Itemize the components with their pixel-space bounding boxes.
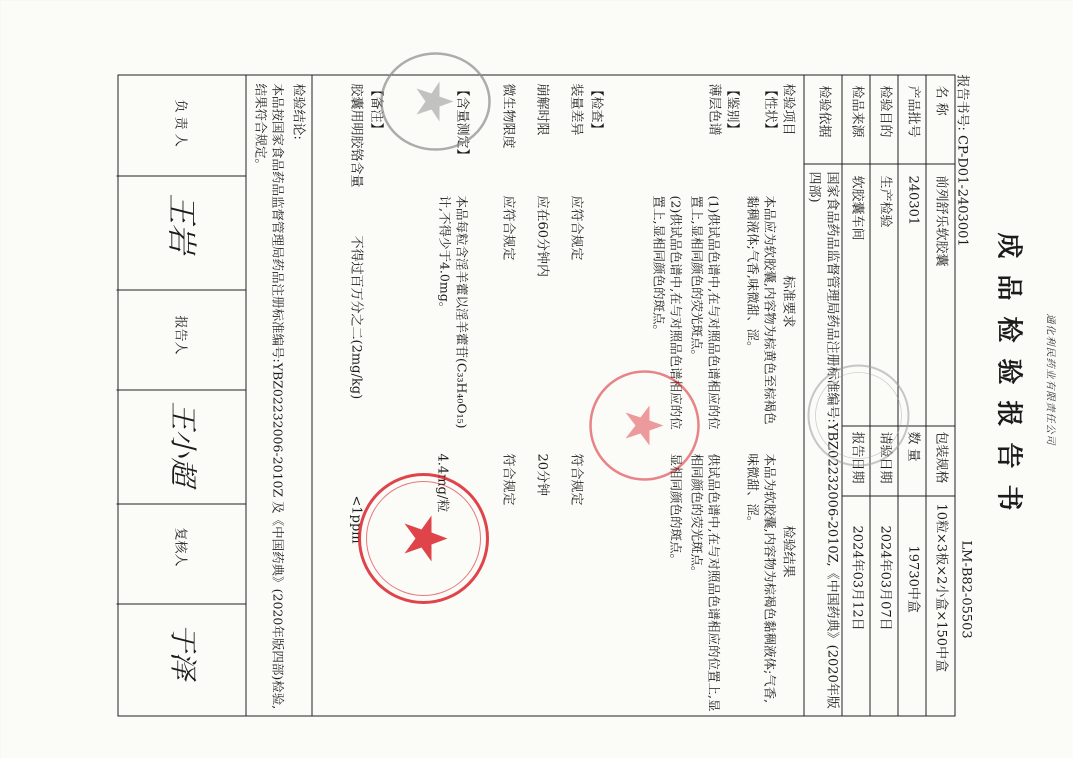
section-assay: 【含量测定】 — [454, 83, 469, 162]
report-number: 报告书号: CP-D01-2403001 — [954, 74, 969, 247]
name-label: 名 称 — [933, 85, 948, 116]
name-value: 前列舒乐软胶囊 — [933, 175, 948, 267]
qc-seal — [353, 468, 493, 608]
spec-label: 包装规格 — [933, 431, 948, 484]
batch-label: 产品批号 — [905, 85, 920, 138]
tlc-label: 薄层色谱 — [706, 83, 721, 136]
disintegration-label: 崩解时限 — [534, 83, 549, 136]
disintegration-result: 20分钟 — [534, 453, 549, 496]
tlc2-standard: (2)供试品色谱中,在与对照品色谱相应的位置上,显相同颜色的斑点。 — [651, 195, 683, 430]
assay-standard: 本品每粒含淫羊藿以淫羊藿苷(C₃₃H₄₀O₁₅)计,不得少于4.0mg。 — [437, 195, 469, 429]
form-code: LM-B82-05503 — [958, 540, 973, 639]
qty-value: 19730中盒 — [905, 545, 920, 613]
col-item: 检验项目 — [780, 83, 795, 136]
fill-label: 装量差异 — [568, 83, 583, 136]
company-seal-bottom — [375, 46, 495, 156]
assay-result: 4.4mg/粒 — [434, 453, 449, 512]
microbial-result: 符合规定 — [500, 453, 515, 506]
purpose-value: 生产检验 — [877, 175, 892, 228]
chromium-result: <1ppm — [348, 495, 363, 544]
col-result: 检验结果 — [780, 525, 795, 578]
tlc1-standard: (1)供试品色谱中,在与对照品色谱相应的位置上,显相同颜色的荧光斑点。 — [689, 195, 721, 430]
section-note: 【备注】 — [368, 83, 383, 136]
conclusion-text: 本品按国家食品药品监督管理局药品注册标准编号:YBZ02232006-2010Z 及《中国药典》(2020年版四部)检验,结果符合规定。 — [253, 83, 285, 709]
tlc1-result: 供试品色谱中,在与对照品色谱相应的位置上,显相同颜色的荧光斑点。 — [689, 453, 721, 711]
section-check: 【检查】 — [588, 83, 603, 136]
microbial-standard: 应符合规定 — [500, 195, 515, 261]
tlc2-result: 显相同颜色的斑点。 — [668, 453, 683, 566]
basis-label: 检验依据 — [816, 85, 831, 138]
reviewer-signature: 于泽 — [166, 623, 199, 680]
section-traits: 【性状】 — [762, 83, 777, 136]
chromium-label: 胶囊用明胶铬含量 — [348, 83, 363, 188]
conclusion-label: 检验结论: — [290, 83, 305, 140]
spec-value: 10粒×3板×2小盒×150中盒 — [933, 503, 948, 672]
company-name: 通化利民药业有限责任公司 — [1044, 313, 1055, 445]
purpose-label: 检验目的 — [877, 85, 892, 138]
batch-value: 240301 — [905, 175, 920, 225]
source-label: 检品来源 — [849, 85, 864, 138]
traits-standard: 本品应为软胶囊,内容物为棕黄色至棕褐色黏稠液体;气香,味微甜、涩。 — [745, 195, 777, 424]
source-value: 软胶囊车间 — [849, 175, 864, 241]
report-date-label: 报告日期 — [849, 431, 864, 484]
responsible-label: 负 责 人 — [172, 99, 187, 147]
fill-standard: 应符合规定 — [568, 195, 583, 261]
report-date-value: 2024年03月12日 — [849, 525, 864, 631]
disintegration-standard: 应在60分钟内 — [534, 195, 549, 277]
reporter-signature: 王小超 — [166, 401, 199, 486]
basis-value: 国家食品药品监督管理局药品注册标准编号:YBZ02232006-2010Z,《中国药典》(2020年版四部) — [806, 171, 839, 709]
qty-label: 数 量 — [905, 431, 920, 462]
company-seal-faint — [803, 360, 913, 470]
fill-result: 符合规定 — [568, 453, 583, 506]
reporter-label: 报告人 — [172, 315, 187, 355]
request-date-value: 2024年03月07日 — [877, 525, 892, 631]
request-date-label: 请验日期 — [877, 431, 892, 484]
reviewer-label: 复核人 — [172, 527, 187, 567]
microbial-label: 微生物限度 — [500, 83, 515, 149]
section-ident: 【鉴别】 — [724, 83, 739, 136]
col-standard: 标准要求 — [780, 275, 795, 328]
traits-result: 本品为软胶囊,内容物为棕褐色黏稠液体;气香,味微甜、涩。 — [745, 453, 777, 703]
responsible-signature: 王岩 — [163, 193, 198, 253]
report-title: 成品检验报告书 — [993, 231, 1023, 526]
qa-seal — [585, 366, 703, 484]
chromium-standard: 不得过百万分之二(2mg/kg) — [348, 235, 363, 399]
